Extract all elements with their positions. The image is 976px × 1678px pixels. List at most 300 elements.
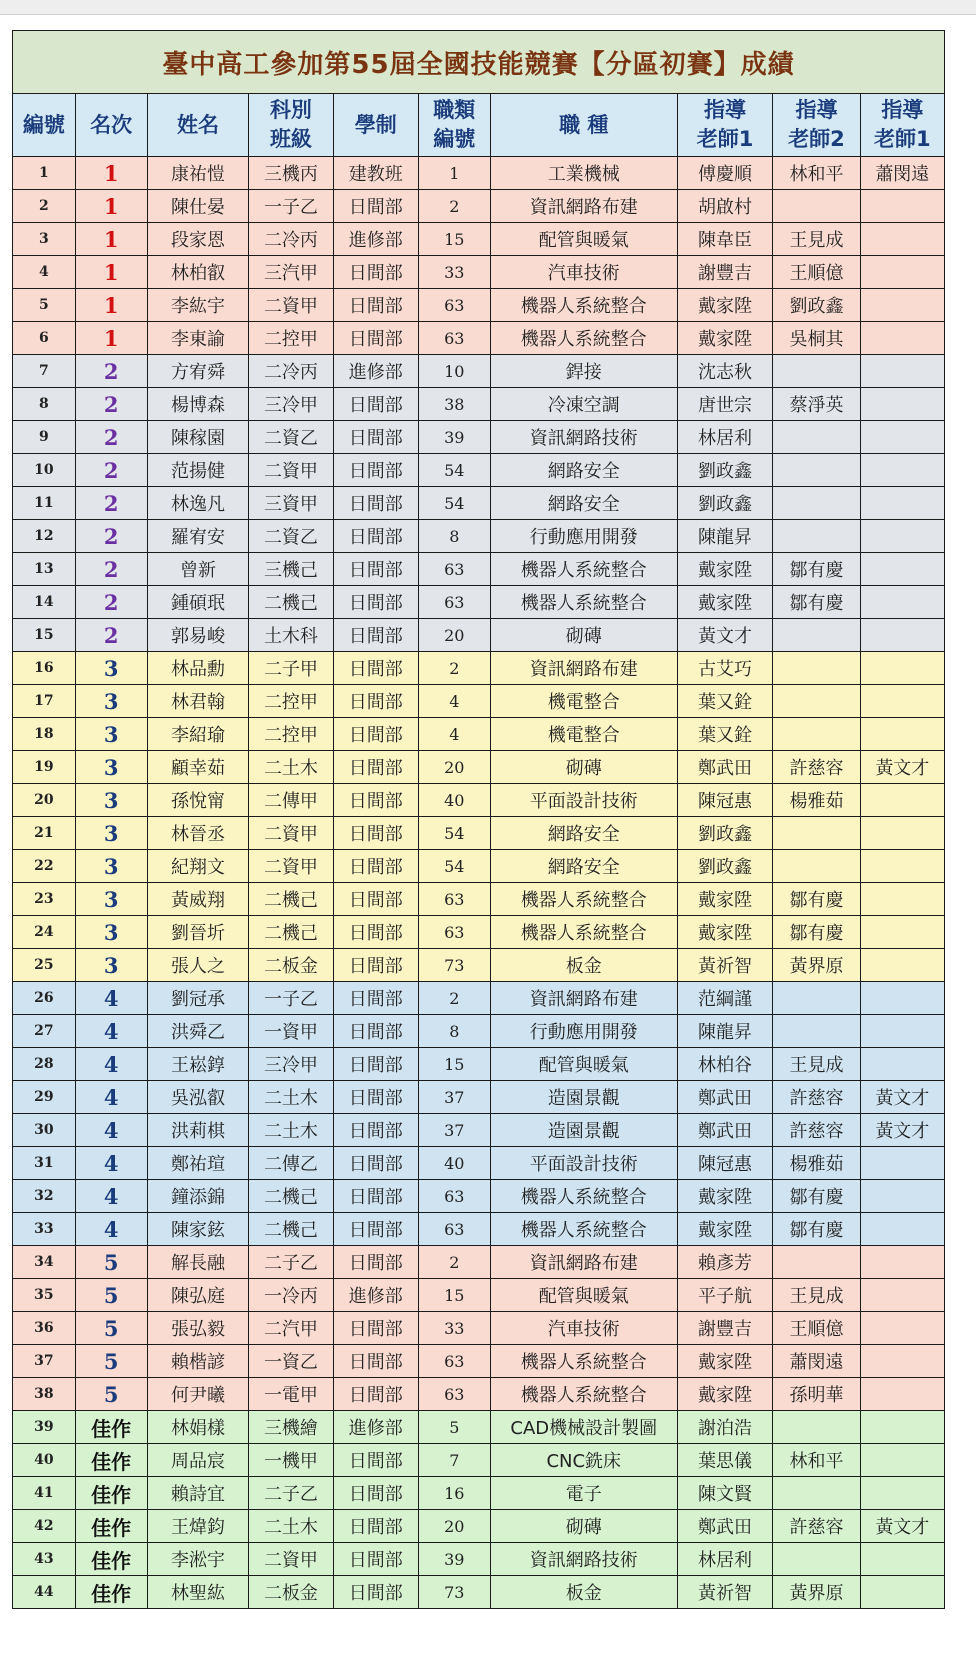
cell-number: 41: [13, 1477, 76, 1510]
header-teacher-3: [860, 94, 944, 157]
cell-teacher-2: 黃界原: [773, 949, 860, 982]
cell-teacher-2: [773, 421, 860, 454]
cell-system: 日間部: [333, 1378, 418, 1411]
cell-class: 二汽甲: [249, 1312, 333, 1345]
cell-teacher-2: 王見成: [773, 1279, 860, 1312]
cell-trade-code: 63: [418, 883, 490, 916]
cell-teacher-2: 鄒有慶: [773, 1180, 860, 1213]
cell-number: 36: [13, 1312, 76, 1345]
cell-rank: 4: [75, 982, 147, 1015]
table-row: [13, 1345, 945, 1378]
cell-name: 方宥舜: [147, 355, 249, 388]
cell-teacher-3: [860, 1015, 944, 1048]
cell-teacher-3: [860, 388, 944, 421]
cell-class: 二冷丙: [249, 355, 333, 388]
cell-teacher-1: 林柏谷: [677, 1048, 773, 1081]
cell-trade-code: 63: [418, 289, 490, 322]
cell-teacher-3: [860, 256, 944, 289]
cell-system: 建教班: [333, 157, 418, 190]
cell-trade: 機器人系統整合: [490, 1378, 677, 1411]
cell-teacher-3: [860, 982, 944, 1015]
header-line: 職 種: [559, 112, 609, 137]
cell-number: 12: [13, 520, 76, 553]
cell-teacher-2: 鄒有慶: [773, 586, 860, 619]
cell-number: 29: [13, 1081, 76, 1114]
cell-name: 何尹曦: [147, 1378, 249, 1411]
table-row: [13, 421, 945, 454]
cell-class: 二資甲: [249, 1543, 333, 1576]
cell-rank: 4: [75, 1213, 147, 1246]
cell-system: 進修部: [333, 1279, 418, 1312]
cell-class: 二資甲: [249, 817, 333, 850]
cell-teacher-2: 黃界原: [773, 1576, 860, 1609]
cell-trade: 板金: [490, 1576, 677, 1609]
cell-teacher-2: [773, 982, 860, 1015]
cell-number: 35: [13, 1279, 76, 1312]
cell-class: 二機己: [249, 883, 333, 916]
cell-system: 日間部: [333, 586, 418, 619]
table-row: [13, 949, 945, 982]
cell-rank: 佳作: [75, 1477, 147, 1510]
cell-class: 二土木: [249, 751, 333, 784]
cell-teacher-2: 王見成: [773, 1048, 860, 1081]
cell-teacher-1: 陳文賢: [677, 1477, 773, 1510]
cell-number: 8: [13, 388, 76, 421]
cell-number: 20: [13, 784, 76, 817]
cell-trade: 資訊網路布建: [490, 1246, 677, 1279]
cell-teacher-2: 王順億: [773, 1312, 860, 1345]
cell-teacher-3: [860, 586, 944, 619]
cell-name: 康祐愷: [147, 157, 249, 190]
cell-teacher-3: 黃文才: [860, 1114, 944, 1147]
cell-rank: 3: [75, 850, 147, 883]
cell-rank: 1: [75, 289, 147, 322]
cell-class: 二機己: [249, 916, 333, 949]
cell-teacher-1: 謝泊浩: [677, 1411, 773, 1444]
cell-rank: 3: [75, 916, 147, 949]
cell-trade: 資訊網路技術: [490, 421, 677, 454]
cell-teacher-1: 傅慶順: [677, 157, 773, 190]
cell-number: 13: [13, 553, 76, 586]
cell-rank: 1: [75, 190, 147, 223]
cell-trade: 資訊網路布建: [490, 982, 677, 1015]
cell-system: 日間部: [333, 421, 418, 454]
cell-teacher-3: [860, 1147, 944, 1180]
cell-trade: 網路安全: [490, 817, 677, 850]
cell-system: 日間部: [333, 751, 418, 784]
cell-rank: 2: [75, 454, 147, 487]
cell-trade-code: 33: [418, 256, 490, 289]
cell-system: 日間部: [333, 1015, 418, 1048]
header-line: 老師1: [874, 127, 931, 151]
header-line: 職類: [433, 98, 476, 122]
cell-teacher-1: 黃文才: [677, 619, 773, 652]
cell-number: 39: [13, 1411, 76, 1444]
table-row: [13, 1411, 945, 1444]
cell-rank: 2: [75, 388, 147, 421]
cell-number: 44: [13, 1576, 76, 1609]
cell-class: 二子甲: [249, 652, 333, 685]
cell-rank: 2: [75, 619, 147, 652]
cell-teacher-2: [773, 1246, 860, 1279]
cell-rank: 3: [75, 652, 147, 685]
cell-class: 一子乙: [249, 982, 333, 1015]
header-line: 指導: [881, 98, 924, 122]
cell-number: 27: [13, 1015, 76, 1048]
cell-number: 14: [13, 586, 76, 619]
cell-class: 三機己: [249, 553, 333, 586]
cell-teacher-2: 孫明華: [773, 1378, 860, 1411]
cell-class: 三冷甲: [249, 388, 333, 421]
cell-teacher-2: 林和平: [773, 1444, 860, 1477]
cell-number: 16: [13, 652, 76, 685]
table-row: [13, 157, 945, 190]
cell-system: 進修部: [333, 1411, 418, 1444]
table-row: [13, 586, 945, 619]
cell-teacher-2: [773, 454, 860, 487]
cell-trade-code: 39: [418, 421, 490, 454]
header-line: 編號: [22, 112, 65, 137]
cell-rank: 佳作: [75, 1444, 147, 1477]
cell-teacher-1: 戴家陞: [677, 883, 773, 916]
cell-teacher-1: 戴家陞: [677, 289, 773, 322]
cell-system: 日間部: [333, 190, 418, 223]
cell-name: 林品勳: [147, 652, 249, 685]
cell-name: 范揚健: [147, 454, 249, 487]
cell-teacher-2: 蕭閔遠: [773, 1345, 860, 1378]
header-teacher-1: [677, 94, 773, 157]
cell-system: 日間部: [333, 1114, 418, 1147]
cell-name: 林娟樣: [147, 1411, 249, 1444]
cell-trade-code: 63: [418, 1180, 490, 1213]
cell-teacher-1: 戴家陞: [677, 586, 773, 619]
cell-trade-code: 73: [418, 1576, 490, 1609]
cell-teacher-1: 林居利: [677, 1543, 773, 1576]
cell-system: 日間部: [333, 1213, 418, 1246]
cell-teacher-1: 戴家陞: [677, 916, 773, 949]
cell-teacher-1: 劉政鑫: [677, 850, 773, 883]
cell-teacher-3: 黃文才: [860, 1510, 944, 1543]
cell-teacher-2: 許慈容: [773, 1114, 860, 1147]
cell-number: 34: [13, 1246, 76, 1279]
cell-number: 11: [13, 487, 76, 520]
cell-teacher-2: [773, 652, 860, 685]
cell-rank: 4: [75, 1114, 147, 1147]
cell-rank: 4: [75, 1180, 147, 1213]
cell-trade-code: 2: [418, 190, 490, 223]
cell-trade: 工業機械: [490, 157, 677, 190]
table-row: [13, 850, 945, 883]
cell-number: 4: [13, 256, 76, 289]
cell-trade-code: 10: [418, 355, 490, 388]
cell-teacher-3: [860, 817, 944, 850]
cell-rank: 4: [75, 1147, 147, 1180]
cell-name: 解長融: [147, 1246, 249, 1279]
cell-teacher-2: 王順億: [773, 256, 860, 289]
cell-teacher-3: [860, 289, 944, 322]
cell-rank: 5: [75, 1246, 147, 1279]
table-row: [13, 1180, 945, 1213]
cell-trade: 板金: [490, 949, 677, 982]
cell-system: 日間部: [333, 520, 418, 553]
cell-rank: 1: [75, 157, 147, 190]
cell-trade: CAD機械設計製圖: [490, 1411, 677, 1444]
cell-name: 李紘宇: [147, 289, 249, 322]
cell-teacher-2: 許慈容: [773, 1510, 860, 1543]
cell-name: 李紹瑜: [147, 718, 249, 751]
cell-number: 2: [13, 190, 76, 223]
cell-teacher-1: 陳龍昇: [677, 520, 773, 553]
cell-name: 陳弘庭: [147, 1279, 249, 1312]
cell-trade-code: 63: [418, 322, 490, 355]
cell-system: 進修部: [333, 223, 418, 256]
cell-trade: 機電整合: [490, 685, 677, 718]
cell-trade-code: 63: [418, 1213, 490, 1246]
cell-trade-code: 15: [418, 1279, 490, 1312]
cell-teacher-1: 戴家陞: [677, 553, 773, 586]
cell-teacher-1: 葉又銓: [677, 685, 773, 718]
cell-class: 二土木: [249, 1081, 333, 1114]
cell-rank: 5: [75, 1345, 147, 1378]
cell-rank: 2: [75, 553, 147, 586]
cell-trade-code: 40: [418, 1147, 490, 1180]
cell-class: 二機己: [249, 586, 333, 619]
cell-trade: 機器人系統整合: [490, 586, 677, 619]
cell-trade: 資訊網路技術: [490, 1543, 677, 1576]
table-row: [13, 1246, 945, 1279]
table-row: [13, 256, 945, 289]
cell-trade-code: 20: [418, 1510, 490, 1543]
cell-teacher-3: 蕭閔遠: [860, 157, 944, 190]
cell-rank: 2: [75, 421, 147, 454]
cell-teacher-2: 許慈容: [773, 1081, 860, 1114]
cell-rank: 2: [75, 355, 147, 388]
header-number: [13, 94, 76, 157]
cell-teacher-1: 劉政鑫: [677, 487, 773, 520]
cell-rank: 5: [75, 1279, 147, 1312]
cell-teacher-3: [860, 652, 944, 685]
cell-name: 曾新: [147, 553, 249, 586]
table-row: [13, 1015, 945, 1048]
cell-teacher-3: [860, 619, 944, 652]
cell-class: 一冷丙: [249, 1279, 333, 1312]
cell-teacher-2: 林和平: [773, 157, 860, 190]
cell-trade-code: 2: [418, 652, 490, 685]
table-row: [13, 1576, 945, 1609]
cell-teacher-1: 鄭武田: [677, 1510, 773, 1543]
cell-system: 日間部: [333, 454, 418, 487]
cell-system: 日間部: [333, 487, 418, 520]
cell-trade: 機器人系統整合: [490, 883, 677, 916]
cell-teacher-2: 蔡淨英: [773, 388, 860, 421]
table-row: [13, 1147, 945, 1180]
cell-class: 一電甲: [249, 1378, 333, 1411]
cell-class: 二資甲: [249, 289, 333, 322]
cell-class: 二資甲: [249, 454, 333, 487]
cell-name: 黃威翔: [147, 883, 249, 916]
cell-teacher-1: 賴彥芳: [677, 1246, 773, 1279]
cell-trade-code: 39: [418, 1543, 490, 1576]
cell-teacher-1: 陳龍昇: [677, 1015, 773, 1048]
table-row: [13, 1378, 945, 1411]
cell-number: 7: [13, 355, 76, 388]
cell-trade: 配管與暖氣: [490, 223, 677, 256]
cell-class: 二傳乙: [249, 1147, 333, 1180]
cell-teacher-2: [773, 619, 860, 652]
cell-trade: 機器人系統整合: [490, 289, 677, 322]
cell-trade: 銲接: [490, 355, 677, 388]
cell-name: 林晉丞: [147, 817, 249, 850]
cell-teacher-3: [860, 1279, 944, 1312]
cell-teacher-3: 黃文才: [860, 1081, 944, 1114]
header-line: 指導: [704, 98, 747, 122]
cell-teacher-1: 戴家陞: [677, 1213, 773, 1246]
table-row: [13, 487, 945, 520]
header-line: 編號: [433, 127, 476, 151]
cell-rank: 佳作: [75, 1543, 147, 1576]
cell-teacher-1: 陳冠惠: [677, 1147, 773, 1180]
cell-class: 二控甲: [249, 718, 333, 751]
cell-trade: 機器人系統整合: [490, 1345, 677, 1378]
table-row: [13, 355, 945, 388]
cell-trade-code: 54: [418, 850, 490, 883]
cell-teacher-3: [860, 1213, 944, 1246]
cell-rank: 3: [75, 949, 147, 982]
cell-trade: 配管與暖氣: [490, 1279, 677, 1312]
cell-teacher-1: 黃祈智: [677, 1576, 773, 1609]
cell-teacher-3: [860, 1048, 944, 1081]
cell-name: 賴詩宜: [147, 1477, 249, 1510]
header-name: [147, 94, 249, 157]
cell-trade: 平面設計技術: [490, 784, 677, 817]
header-line: 老師1: [696, 127, 754, 151]
cell-trade-code: 7: [418, 1444, 490, 1477]
cell-teacher-1: 謝豐吉: [677, 256, 773, 289]
cell-class: 三汽甲: [249, 256, 333, 289]
cell-name: 林君翰: [147, 685, 249, 718]
cell-teacher-1: 平子航: [677, 1279, 773, 1312]
cell-rank: 5: [75, 1312, 147, 1345]
cell-teacher-1: 黃祈智: [677, 949, 773, 982]
cell-teacher-1: 陳韋臣: [677, 223, 773, 256]
cell-trade: 冷凍空調: [490, 388, 677, 421]
cell-rank: 4: [75, 1081, 147, 1114]
cell-teacher-3: [860, 1312, 944, 1345]
cell-name: 吳泓叡: [147, 1081, 249, 1114]
cell-teacher-3: 黃文才: [860, 751, 944, 784]
cell-number: 42: [13, 1510, 76, 1543]
cell-trade: 行動應用開發: [490, 1015, 677, 1048]
header-line: 科別: [269, 98, 312, 122]
cell-trade-code: 63: [418, 916, 490, 949]
cell-rank: 3: [75, 883, 147, 916]
table-row: [13, 1114, 945, 1147]
cell-system: 日間部: [333, 322, 418, 355]
table-row: [13, 916, 945, 949]
header-line: 指導: [795, 98, 838, 122]
cell-class: 二子乙: [249, 1246, 333, 1279]
cell-number: 38: [13, 1378, 76, 1411]
cell-system: 日間部: [333, 817, 418, 850]
cell-teacher-1: 戴家陞: [677, 322, 773, 355]
table-header-row: [13, 94, 945, 157]
cell-teacher-1: 戴家陞: [677, 1180, 773, 1213]
cell-teacher-2: [773, 1015, 860, 1048]
cell-class: 二資甲: [249, 850, 333, 883]
cell-system: 日間部: [333, 619, 418, 652]
cell-teacher-3: [860, 520, 944, 553]
cell-name: 孫悅甯: [147, 784, 249, 817]
cell-name: 劉晉圻: [147, 916, 249, 949]
cell-teacher-2: 鄒有慶: [773, 883, 860, 916]
cell-trade: 造園景觀: [490, 1114, 677, 1147]
cell-teacher-1: 戴家陞: [677, 1378, 773, 1411]
cell-teacher-3: [860, 1477, 944, 1510]
header-line: 學制: [354, 112, 397, 137]
cell-trade: 機器人系統整合: [490, 553, 677, 586]
cell-trade-code: 37: [418, 1114, 490, 1147]
cell-number: 21: [13, 817, 76, 850]
cell-teacher-2: [773, 487, 860, 520]
table-row: [13, 1081, 945, 1114]
cell-teacher-1: 劉政鑫: [677, 817, 773, 850]
cell-class: 二機己: [249, 1180, 333, 1213]
cell-class: 二土木: [249, 1114, 333, 1147]
cell-rank: 2: [75, 520, 147, 553]
cell-name: 李東諭: [147, 322, 249, 355]
cell-rank: 2: [75, 487, 147, 520]
cell-number: 19: [13, 751, 76, 784]
cell-rank: 1: [75, 223, 147, 256]
table-row: [13, 322, 945, 355]
cell-name: 陳家鉉: [147, 1213, 249, 1246]
cell-teacher-2: [773, 685, 860, 718]
header-teacher-2: [773, 94, 860, 157]
cell-number: 40: [13, 1444, 76, 1477]
cell-number: 3: [13, 223, 76, 256]
cell-rank: 5: [75, 1378, 147, 1411]
cell-rank: 3: [75, 751, 147, 784]
cell-trade-code: 16: [418, 1477, 490, 1510]
cell-name: 鐘添錦: [147, 1180, 249, 1213]
cell-rank: 3: [75, 784, 147, 817]
cell-trade: 網路安全: [490, 454, 677, 487]
cell-teacher-1: 范綱謹: [677, 982, 773, 1015]
cell-number: 18: [13, 718, 76, 751]
cell-teacher-3: [860, 1543, 944, 1576]
cell-number: 17: [13, 685, 76, 718]
cell-teacher-3: [860, 1378, 944, 1411]
cell-teacher-2: [773, 190, 860, 223]
cell-teacher-1: 鄭武田: [677, 751, 773, 784]
table-row: [13, 289, 945, 322]
cell-trade-code: 4: [418, 718, 490, 751]
cell-teacher-3: [860, 421, 944, 454]
cell-system: 日間部: [333, 1246, 418, 1279]
cell-class: 二資乙: [249, 520, 333, 553]
table-row: [13, 1048, 945, 1081]
cell-teacher-3: [860, 454, 944, 487]
table-row: [13, 1312, 945, 1345]
cell-system: 日間部: [333, 1345, 418, 1378]
cell-trade-code: 40: [418, 784, 490, 817]
cell-rank: 3: [75, 718, 147, 751]
cell-trade-code: 2: [418, 982, 490, 1015]
cell-teacher-3: [860, 322, 944, 355]
cell-trade: 砌磚: [490, 619, 677, 652]
table-row: [13, 751, 945, 784]
cell-number: 15: [13, 619, 76, 652]
